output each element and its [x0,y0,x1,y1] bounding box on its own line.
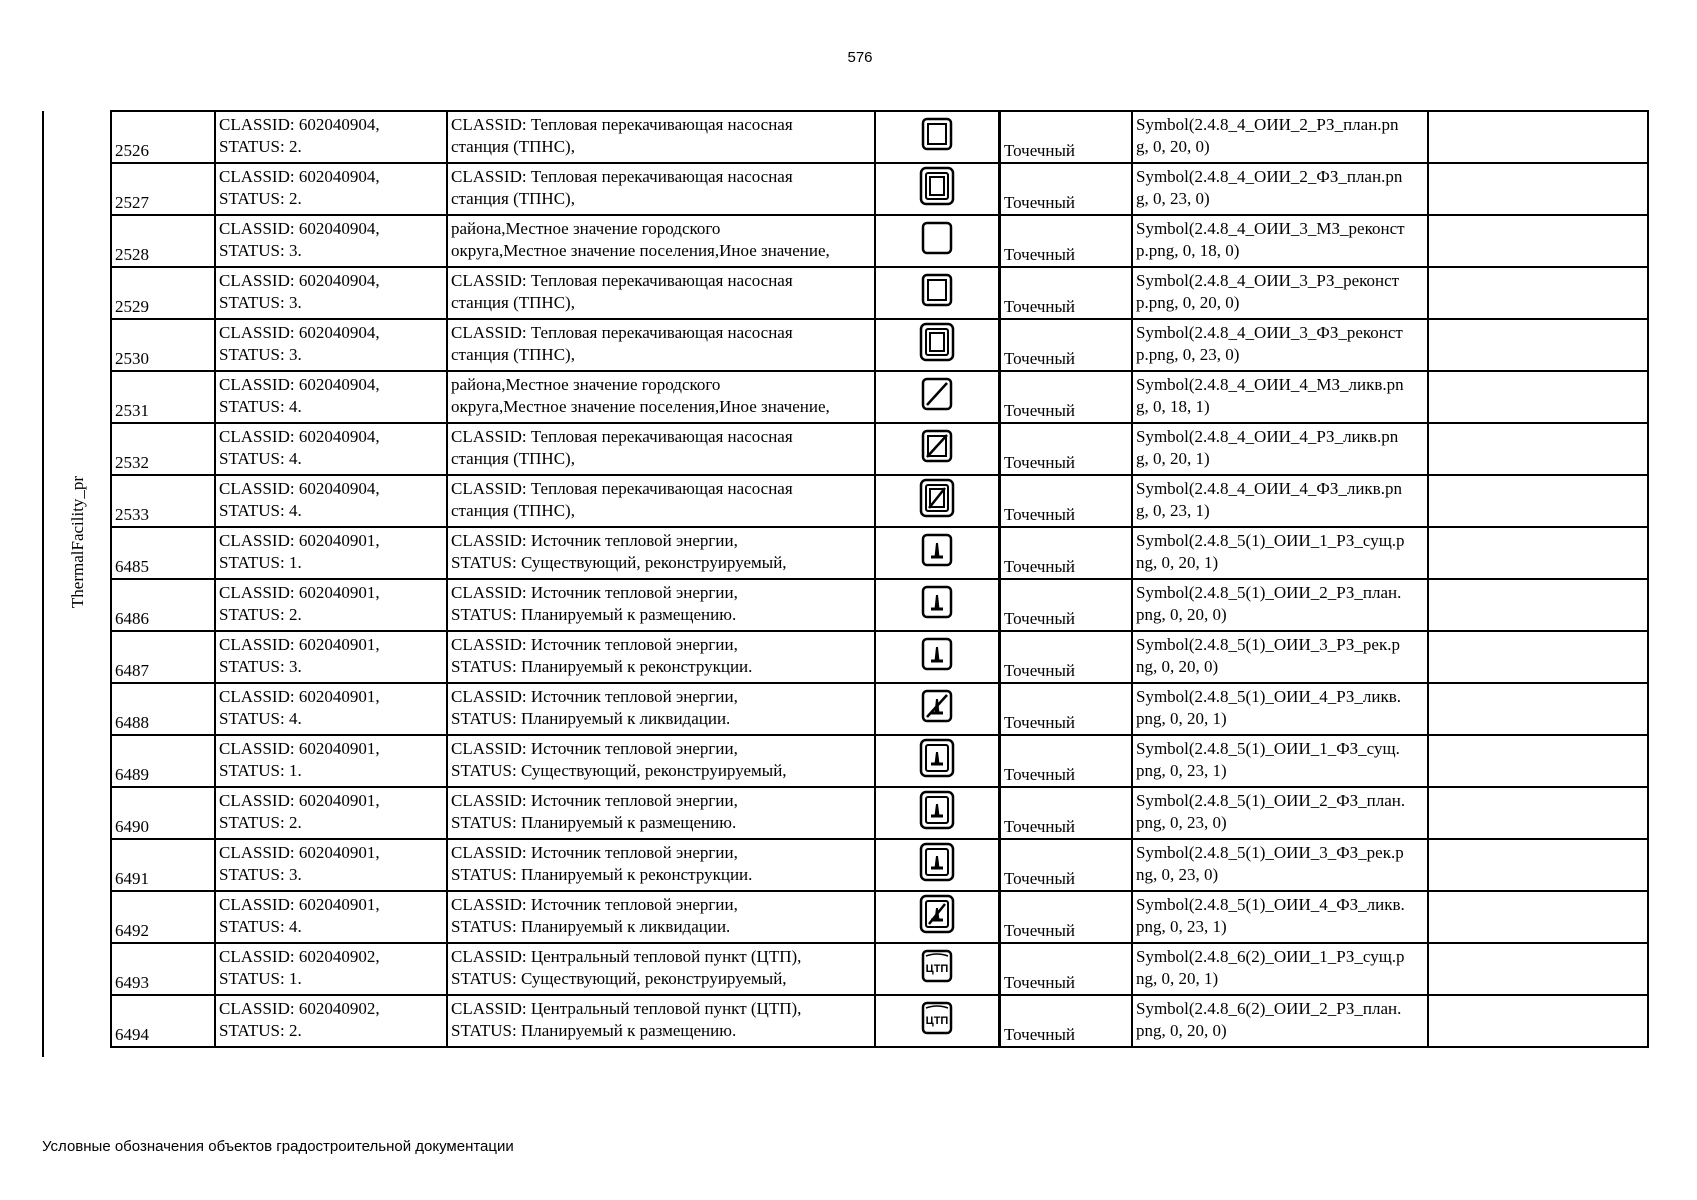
classid-status-cell: CLASSID: 602040904, STATUS: 3. [215,215,447,267]
classid-status-cell: CLASSID: 602040904, STATUS: 2. [215,111,447,163]
row-id-cell: 6485 [111,527,215,579]
description-cell: CLASSID: Тепловая перекачивающая насосная станция (ТПНС), [447,319,875,371]
symbol-cell [875,683,1000,735]
classid-status-cell: CLASSID: 602040901, STATUS: 4. [215,891,447,943]
row-id-cell: 6492 [111,891,215,943]
pump-recon-mz-icon [919,218,955,264]
empty-cell [1428,735,1648,787]
row-id-cell: 6486 [111,579,215,631]
empty-cell [1428,215,1648,267]
empty-cell [1428,319,1648,371]
geometry-type-cell: Точечный [1000,319,1133,371]
description-cell: CLASSID: Тепловая перекачивающая насосная станция (ТПНС), [447,423,875,475]
heat-exist-fz-icon [919,738,955,784]
row-id-cell: 6489 [111,735,215,787]
table-row [111,215,1648,267]
description-cell: CLASSID: Тепловая перекачивающая насосная станция (ТПНС), [447,267,875,319]
geometry-type-cell: Точечный [1000,215,1133,267]
pump-plan-fz-icon [919,166,955,212]
row-id-cell: 2533 [111,475,215,527]
description-cell: CLASSID: Источник тепловой энергии, STATUS: Существующий, реконструируемый, [447,527,875,579]
row-id-cell: 2528 [111,215,215,267]
symbol-cell [875,111,1000,163]
heat-liq-rz-icon [919,686,955,732]
symbol-cell [875,371,1000,423]
heat-plan-rz-icon [919,582,955,628]
row-id-cell: 6494 [111,995,215,1047]
table-row [111,787,1648,839]
symbol-cell [875,787,1000,839]
empty-cell [1428,683,1648,735]
table-row [111,943,1648,995]
classid-status-cell: CLASSID: 602040901, STATUS: 1. [215,735,447,787]
svg-text:ЦТП: ЦТП [925,963,949,975]
symbol-table-body [111,111,1648,1047]
row-id-cell: 2531 [111,371,215,423]
table-row [111,163,1648,215]
ctp-plan-rz-icon [919,998,955,1044]
row-id-cell: 6491 [111,839,215,891]
geometry-type-cell: Точечный [1000,631,1133,683]
symbol-cell [875,215,1000,267]
table-row [111,579,1648,631]
symbol-cell [875,163,1000,215]
symbol-code-cell: Symbol(2.4.8_4_ОИИ_3_ФЗ_реконст р.png, 0, 23, 0) [1132,319,1428,371]
table-row [111,631,1648,683]
symbol-code-cell: Symbol(2.4.8_6(2)_ОИИ_2_РЗ_план. png, 0, 20, 0) [1132,995,1428,1047]
description-cell: CLASSID: Тепловая перекачивающая насосная станция (ТПНС), [447,163,875,215]
description-cell: CLASSID: Источник тепловой энергии, STATUS: Планируемый к ликвидации. [447,683,875,735]
table-row [111,423,1648,475]
classid-status-cell: CLASSID: 602040902, STATUS: 2. [215,995,447,1047]
classid-status-cell: CLASSID: 602040904, STATUS: 2. [215,163,447,215]
heat-plan-fz-icon [919,790,955,836]
geometry-type-cell: Точечный [1000,475,1133,527]
empty-cell [1428,111,1648,163]
classid-status-cell: CLASSID: 602040901, STATUS: 3. [215,839,447,891]
description-cell: района,Местное значение городского округа,Местное значение поселения,Иное значение, [447,215,875,267]
description-cell: CLASSID: Источник тепловой энергии, STATUS: Планируемый к размещению. [447,579,875,631]
geometry-type-cell: Точечный [1000,267,1133,319]
symbol-code-cell: Symbol(2.4.8_4_ОИИ_3_МЗ_реконст р.png, 0, 18, 0) [1132,215,1428,267]
table-row [111,475,1648,527]
symbol-code-cell: Symbol(2.4.8_5(1)_ОИИ_3_ФЗ_рек.p ng, 0, 23, 0) [1132,839,1428,891]
geometry-type-cell: Точечный [1000,943,1133,995]
symbol-code-cell: Symbol(2.4.8_5(1)_ОИИ_2_РЗ_план. png, 0, 20, 0) [1132,579,1428,631]
geometry-type-cell: Точечный [1000,579,1133,631]
table-row [111,995,1648,1047]
description-cell: CLASSID: Тепловая перекачивающая насосная станция (ТПНС), [447,111,875,163]
symbol-cell [875,319,1000,371]
geometry-type-cell: Точечный [1000,163,1133,215]
row-id-cell: 2529 [111,267,215,319]
row-id-cell: 2532 [111,423,215,475]
geometry-type-cell: Точечный [1000,423,1133,475]
geometry-type-cell: Точечный [1000,735,1133,787]
table-row [111,319,1648,371]
empty-cell [1428,423,1648,475]
symbol-code-cell: Symbol(2.4.8_5(1)_ОИИ_3_РЗ_рек.p ng, 0, 20, 0) [1132,631,1428,683]
side-rule [42,111,44,1057]
classid-status-cell: CLASSID: 602040904, STATUS: 4. [215,475,447,527]
pump-recon-fz-icon [919,322,955,368]
empty-cell [1428,163,1648,215]
classid-status-cell: CLASSID: 602040901, STATUS: 2. [215,787,447,839]
geometry-type-cell: Точечный [1000,787,1133,839]
empty-cell [1428,267,1648,319]
document-footer: Условные обозначения объектов градостроительной документации [42,1138,514,1155]
classid-status-cell: CLASSID: 602040901, STATUS: 4. [215,683,447,735]
row-id-cell: 6488 [111,683,215,735]
empty-cell [1428,995,1648,1047]
symbol-cell [875,423,1000,475]
symbol-cell [875,267,1000,319]
row-id-cell: 2527 [111,163,215,215]
classid-status-cell: CLASSID: 602040901, STATUS: 3. [215,631,447,683]
empty-cell [1428,943,1648,995]
heat-liq-fz-icon [919,894,955,940]
symbol-code-cell: Symbol(2.4.8_4_ОИИ_3_РЗ_реконст р.png, 0, 20, 0) [1132,267,1428,319]
symbol-cell [875,943,1000,995]
table-row [111,267,1648,319]
table-row [111,735,1648,787]
symbol-cell [875,839,1000,891]
symbol-code-cell: Symbol(2.4.8_4_ОИИ_4_РЗ_ликв.pn g, 0, 20, 1) [1132,423,1428,475]
description-cell: CLASSID: Источник тепловой энергии, STATUS: Планируемый к реконструкции. [447,631,875,683]
description-cell: CLASSID: Центральный тепловой пункт (ЦТП), STATUS: Существующий, реконструируемый, [447,943,875,995]
row-id-cell: 2526 [111,111,215,163]
row-id-cell: 2530 [111,319,215,371]
empty-cell [1428,371,1648,423]
classid-status-cell: CLASSID: 602040904, STATUS: 4. [215,371,447,423]
symbol-code-cell: Symbol(2.4.8_4_ОИИ_4_ФЗ_ликв.pn g, 0, 23, 1) [1132,475,1428,527]
geometry-type-cell: Точечный [1000,371,1133,423]
symbol-cell [875,891,1000,943]
classid-status-cell: CLASSID: 602040902, STATUS: 1. [215,943,447,995]
geometry-type-cell: Точечный [1000,111,1133,163]
table-row [111,527,1648,579]
classid-status-cell: CLASSID: 602040904, STATUS: 3. [215,267,447,319]
geometry-type-cell: Точечный [1000,891,1133,943]
empty-cell [1428,631,1648,683]
table-row [111,891,1648,943]
geometry-type-cell: Точечный [1000,995,1133,1047]
symbol-code-cell: Symbol(2.4.8_6(2)_ОИИ_1_РЗ_сущ.p ng, 0, 20, 1) [1132,943,1428,995]
pump-liq-mz-icon [919,374,955,420]
empty-cell [1428,527,1648,579]
table-row [111,371,1648,423]
symbol-cell [875,527,1000,579]
table-row [111,839,1648,891]
symbol-code-cell: Symbol(2.4.8_4_ОИИ_2_РЗ_план.pn g, 0, 20, 0) [1132,111,1428,163]
pump-liq-rz-icon [919,426,955,472]
table-row [111,683,1648,735]
classid-status-cell: CLASSID: 602040904, STATUS: 3. [215,319,447,371]
empty-cell [1428,839,1648,891]
symbol-code-cell: Symbol(2.4.8_5(1)_ОИИ_4_РЗ_ликв. png, 0, 20, 1) [1132,683,1428,735]
description-cell: CLASSID: Центральный тепловой пункт (ЦТП), STATUS: Планируемый к размещению. [447,995,875,1047]
classid-status-cell: CLASSID: 602040904, STATUS: 4. [215,423,447,475]
heat-recon-fz-icon [919,842,955,888]
empty-cell [1428,787,1648,839]
svg-text:ЦТП: ЦТП [925,1015,949,1027]
description-cell: района,Местное значение городского округа,Местное значение поселения,Иное значение, [447,371,875,423]
symbol-code-cell: Symbol(2.4.8_5(1)_ОИИ_2_ФЗ_план. png, 0, 23, 0) [1132,787,1428,839]
symbol-code-cell: Symbol(2.4.8_4_ОИИ_4_МЗ_ликв.pn g, 0, 18, 1) [1132,371,1428,423]
empty-cell [1428,475,1648,527]
empty-cell [1428,891,1648,943]
table-row [111,111,1648,163]
symbol-cell [875,475,1000,527]
heat-exist-rz-icon [919,530,955,576]
symbol-table [110,110,1649,1048]
classid-status-cell: CLASSID: 602040901, STATUS: 2. [215,579,447,631]
symbol-code-cell: Symbol(2.4.8_4_ОИИ_2_ФЗ_план.pn g, 0, 23, 0) [1132,163,1428,215]
symbol-cell [875,631,1000,683]
layer-name-label: ThermalFacility_pr [68,475,87,609]
description-cell: CLASSID: Источник тепловой энергии, STATUS: Планируемый к реконструкции. [447,839,875,891]
geometry-type-cell: Точечный [1000,839,1133,891]
heat-recon-rz-icon [919,634,955,680]
row-id-cell: 6490 [111,787,215,839]
empty-cell [1428,579,1648,631]
ctp-exist-rz-icon [919,946,955,992]
row-id-cell: 6493 [111,943,215,995]
symbol-cell [875,995,1000,1047]
description-cell: CLASSID: Источник тепловой энергии, STATUS: Планируемый к размещению. [447,787,875,839]
symbol-code-cell: Symbol(2.4.8_5(1)_ОИИ_4_ФЗ_ликв. png, 0, 23, 1) [1132,891,1428,943]
page-number: 576 [847,49,873,66]
geometry-type-cell: Точечный [1000,683,1133,735]
description-cell: CLASSID: Источник тепловой энергии, STATUS: Существующий, реконструируемый, [447,735,875,787]
classid-status-cell: CLASSID: 602040901, STATUS: 1. [215,527,447,579]
pump-plan-rz-icon [919,114,955,160]
symbol-cell [875,735,1000,787]
geometry-type-cell: Точечный [1000,527,1133,579]
row-id-cell: 6487 [111,631,215,683]
description-cell: CLASSID: Тепловая перекачивающая насосная станция (ТПНС), [447,475,875,527]
description-cell: CLASSID: Источник тепловой энергии, STATUS: Планируемый к ликвидации. [447,891,875,943]
symbol-code-cell: Symbol(2.4.8_5(1)_ОИИ_1_РЗ_сущ.p ng, 0, 20, 1) [1132,527,1428,579]
pump-recon-rz-icon [919,270,955,316]
symbol-cell [875,579,1000,631]
pump-liq-fz-icon [919,478,955,524]
symbol-code-cell: Symbol(2.4.8_5(1)_ОИИ_1_ФЗ_сущ. png, 0, 23, 1) [1132,735,1428,787]
